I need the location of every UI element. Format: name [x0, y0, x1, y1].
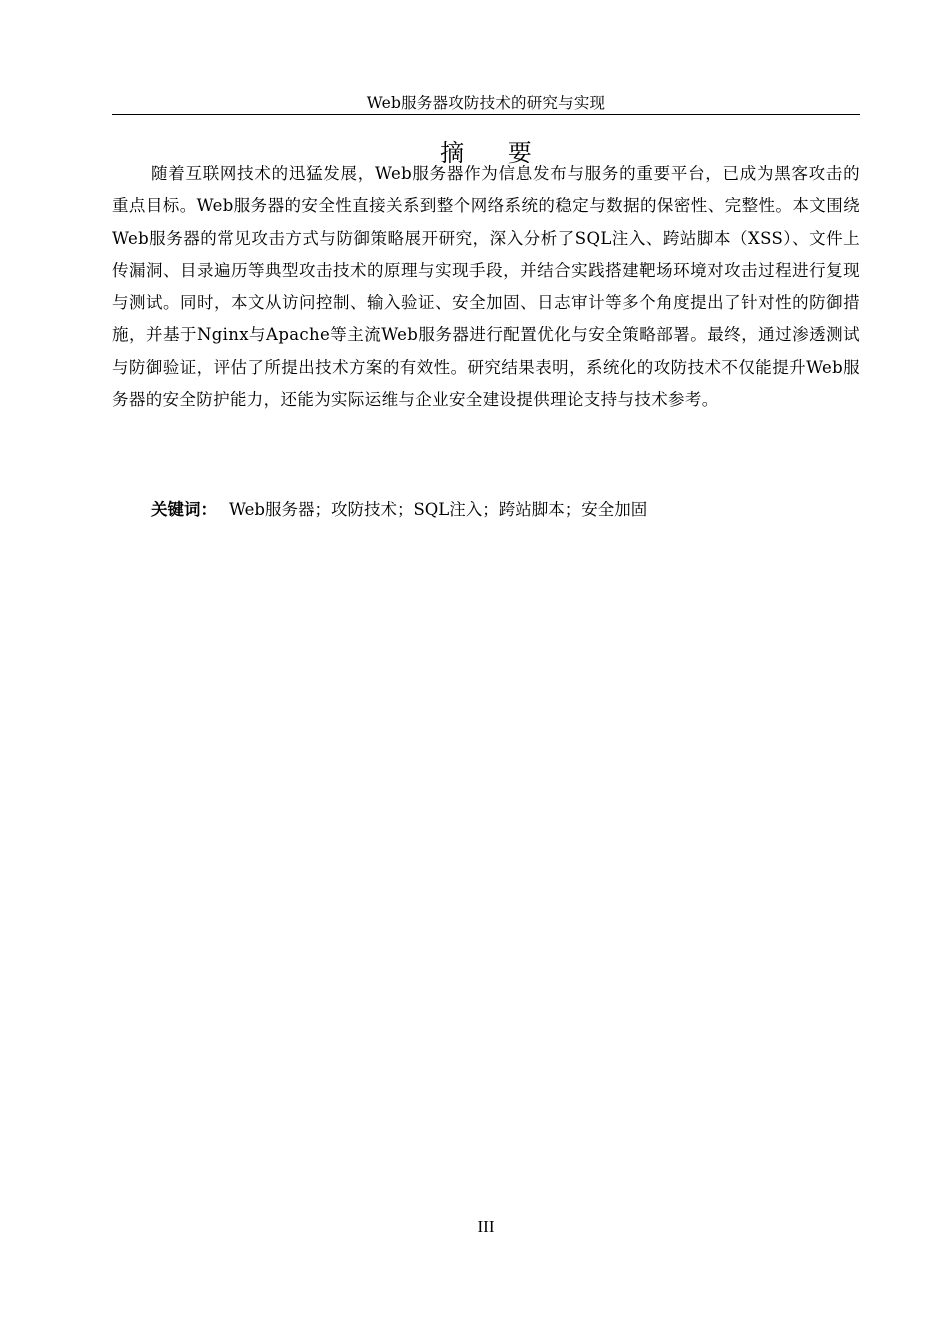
keywords-line [151, 494, 860, 526]
running-header: Web服务器攻防技术的研究与实现 [366, 94, 606, 112]
page-number: III [477, 1217, 495, 1236]
abstract-title: 摘 要 [440, 139, 550, 167]
abstract-body: 随着互联网技术的迅猛发展，Web服务器作为信息发布与服务的重要平台，已成为黑客攻击的重点目标。Web服务器的安全性直接关系到整个网络系统的稳定与数据的保密性、完整性。本文围绕Web服务器的常见攻击方式与防御策略展开研究，深入分析了SQL注入、跨站脚本（XSS）、文件上传漏洞、目录遍历等典型攻击技术的原理与实现手段，并结合实践搭建靶场环境对攻击过程进行复现与测试。同时，本文从访问控制、输入验证、安全加固、日志审计等多个角度提出了针对性的防御措施，并基于Nginx与Apache等主流Web服务器进行配置优化与安全策略部署。最终，通过渗透测试与防御验证，评估了所提出技术方案的有效性。研究结果表明，系统化的攻防技术不仅能提升Web服务器的安全防护能力，还能为实际运维与企业安全建设提供理论支持与技术参考。 [112, 164, 860, 410]
keywords-label: 关键词： [151, 500, 217, 519]
keywords-value: Web服务器；攻防技术；SQL注入；跨站脚本；安全加固 [229, 500, 648, 519]
header-divider [112, 114, 860, 115]
